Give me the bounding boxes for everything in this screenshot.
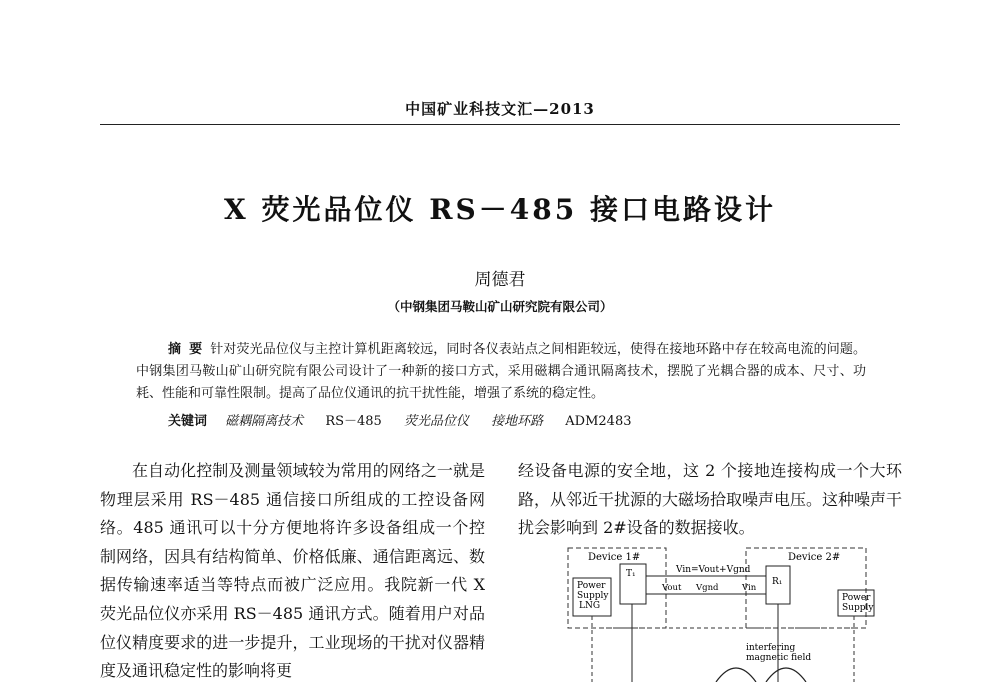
device2-label: Device 2# (788, 552, 841, 563)
field-arc (766, 668, 806, 682)
affiliation: （中钢集团马鞍山矿山研究院有限公司） (387, 299, 613, 314)
header-rule (100, 124, 900, 125)
interfering-label: interfering (746, 643, 796, 653)
power-right-line: Supply (842, 603, 874, 613)
keyword: ADM2483 (565, 414, 632, 429)
keyword: 荧光品位仪 (403, 414, 469, 429)
r1-label: R₁ (772, 577, 783, 587)
keywords-block (136, 413, 866, 431)
body-column-left: 在自动化控制及测量领域较为常用的网络之一就是物理层采用 RS－485 通信接口所组成的工控设备网络。485 通讯可以十分方便地将许多设备组成一个控制网络，因具有结构简单、价格低廉、通信距离远、数据传输速率适当等特点而被广泛应用。我院新一代 X 荧光品位仪亦采用 RS－485 通讯方式。随着用户对品位仪精度要求的进一步提升，工业现场的干扰对仪器精度及通讯稳定性的影响将更 (100, 461, 485, 681)
abstract-label: 摘要 (168, 342, 211, 357)
ground-loop-diagram (566, 546, 896, 682)
power-right-line: Power (842, 593, 871, 603)
keyword: 接地环路 (491, 414, 544, 429)
power-left-line: Power (577, 581, 606, 591)
article-title: X 荧光品位仪 RS－485 接口电路设计 (224, 193, 776, 226)
keywords-label: 关键词 (168, 414, 208, 429)
device1-label: Device 1# (588, 552, 641, 563)
interfering-label: magnetic field (746, 653, 812, 663)
journal-header: 中国矿业科技文汇—2013 (405, 100, 595, 118)
field-arc (716, 668, 756, 682)
vgnd-label: Vgnd (696, 583, 719, 593)
vin-label: Vin (742, 583, 757, 593)
power-left-line: LNG (579, 601, 601, 611)
abstract-block (136, 339, 866, 405)
vin-equation: Vin=Vout+Vgnd (676, 565, 751, 575)
author-name: 周德君 (474, 270, 526, 290)
abstract-text: 针对荧光品位仪与主控计算机距离较远，同时各仪表站点之间相距较远，使得在接地环路中存在较高电流的问题。中钢集团马鞍山矿山研究院有限公司设计了一种新的接口方式，采用磁耦合通讯隔离技术，摆脱了光耦合器的成本、尺寸、功耗、性能和可靠性限制。提高了品位仪通讯的抗干扰性能，增强了系统的稳定性。 (136, 342, 866, 401)
t1-label: T₁ (626, 569, 636, 579)
body-column-right: 经设备电源的安全地，这 2 个接地连接构成一个大环路，从邻近干扰源的大磁场拾取噪声电压。这种噪声干扰会影响到 2#设备的数据接收。 (518, 461, 903, 538)
vout-label: Vout (662, 583, 682, 593)
keyword: RS－485 (325, 414, 382, 429)
power-left-line: Supply (577, 591, 609, 601)
keyword: 磁耦隔离技术 (225, 414, 304, 429)
